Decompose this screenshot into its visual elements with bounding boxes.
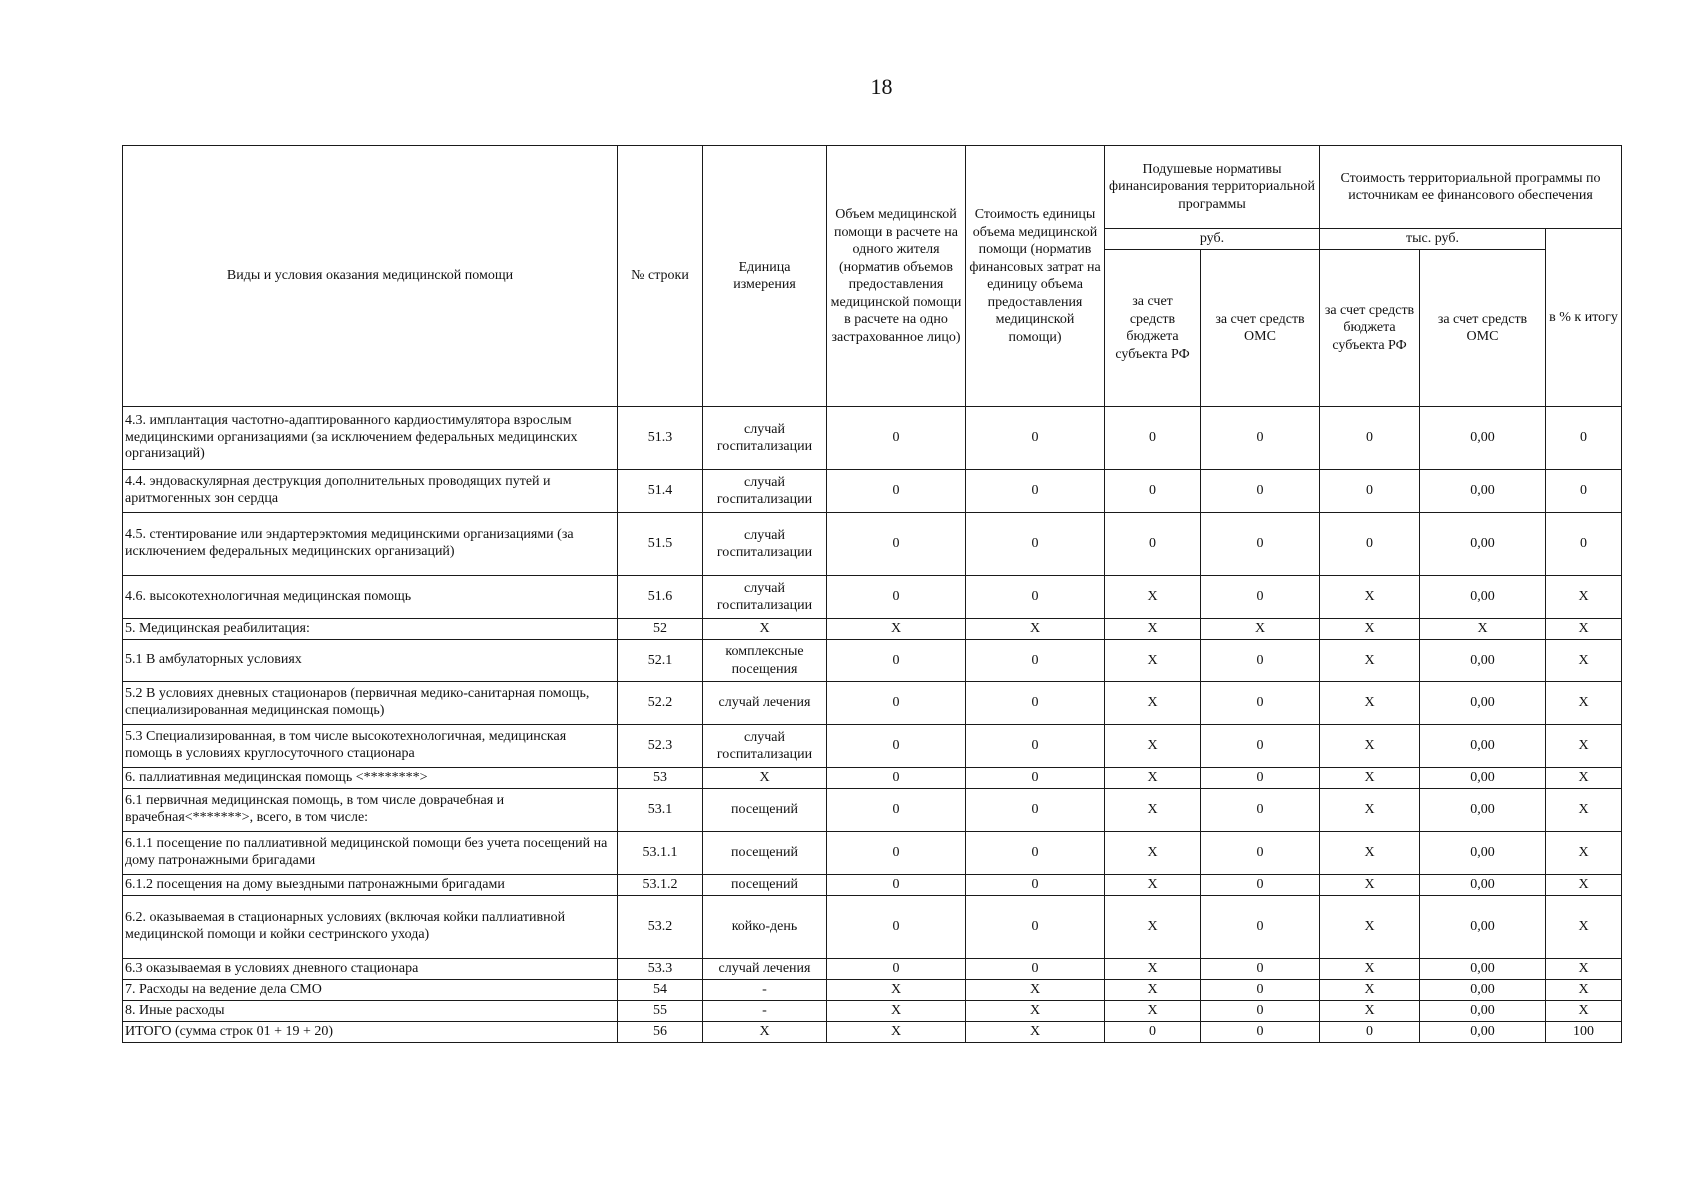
cell-pc-budget: Х xyxy=(1105,980,1201,1001)
cell-tp-oms: 0,00 xyxy=(1420,470,1546,513)
header-percent: в % к итогу xyxy=(1546,229,1622,407)
cell-pc-budget: Х xyxy=(1105,619,1201,640)
cell-tp-oms: 0,00 xyxy=(1420,959,1546,980)
cell-row-no: 53.1.2 xyxy=(618,875,703,896)
cell-row-no: 52.3 xyxy=(618,725,703,768)
cell-tp-oms: 0,00 xyxy=(1420,875,1546,896)
cell-percent: 0 xyxy=(1546,513,1622,576)
cell-percent: Х xyxy=(1546,959,1622,980)
cell-pc-oms: 0 xyxy=(1201,768,1320,789)
cell-unit: Х xyxy=(703,619,827,640)
cell-tp-budget: 0 xyxy=(1320,470,1420,513)
cell-unit: случай госпитализации xyxy=(703,513,827,576)
cell-volume: 0 xyxy=(827,513,966,576)
cell-volume: Х xyxy=(827,1022,966,1043)
cell-pc-oms: 0 xyxy=(1201,640,1320,682)
cell-row-no: 55 xyxy=(618,1001,703,1022)
cell-cost: 0 xyxy=(966,896,1105,959)
cell-tp-oms: 0,00 xyxy=(1420,768,1546,789)
cell-kind: 5. Медицинская реабилитация: xyxy=(123,619,618,640)
cell-tp-budget: Х xyxy=(1320,789,1420,832)
table-body xyxy=(123,407,1622,1043)
cell-pc-oms: 0 xyxy=(1201,1001,1320,1022)
cell-row-no: 54 xyxy=(618,980,703,1001)
cell-row-no: 52.1 xyxy=(618,640,703,682)
cell-tp-oms: 0,00 xyxy=(1420,576,1546,619)
cell-tp-oms: 0,00 xyxy=(1420,896,1546,959)
cell-kind: ИТОГО (сумма строк 01 + 19 + 20) xyxy=(123,1022,618,1043)
table-row xyxy=(123,640,1622,682)
cell-unit: посещений xyxy=(703,832,827,875)
cell-volume: 0 xyxy=(827,789,966,832)
cell-pc-budget: Х xyxy=(1105,896,1201,959)
table-row xyxy=(123,1001,1622,1022)
cell-percent: Х xyxy=(1546,619,1622,640)
cell-tp-oms: 0,00 xyxy=(1420,682,1546,725)
cell-tp-budget: Х xyxy=(1320,832,1420,875)
cell-kind: 6.1 первичная медицинская помощь, в том числе доврачебная и врачебная<*******>, всего, в том числе: xyxy=(123,789,618,832)
table-row xyxy=(123,832,1622,875)
cell-pc-oms: Х xyxy=(1201,619,1320,640)
cell-pc-budget: Х xyxy=(1105,875,1201,896)
cell-cost: 0 xyxy=(966,470,1105,513)
cell-unit: койко-день xyxy=(703,896,827,959)
cell-pc-budget: Х xyxy=(1105,832,1201,875)
cell-unit: - xyxy=(703,1001,827,1022)
cell-percent: Х xyxy=(1546,875,1622,896)
cell-cost: 0 xyxy=(966,768,1105,789)
cell-pc-budget: Х xyxy=(1105,789,1201,832)
header-tp-oms: за счет средств ОМС xyxy=(1420,250,1546,407)
cell-unit: случай лечения xyxy=(703,959,827,980)
header-unit: Единица измерения xyxy=(703,146,827,407)
cell-kind: 4.3. имплантация частотно-адаптированного кардиостимулятора взрослым медицинскими организациями (за исключением федеральных медицинских организаций) xyxy=(123,407,618,470)
cell-pc-budget: Х xyxy=(1105,768,1201,789)
cell-volume: 0 xyxy=(827,470,966,513)
cell-cost: 0 xyxy=(966,959,1105,980)
cell-unit: посещений xyxy=(703,789,827,832)
cell-percent: 100 xyxy=(1546,1022,1622,1043)
cell-volume: Х xyxy=(827,980,966,1001)
cell-volume: 0 xyxy=(827,768,966,789)
cell-percent: Х xyxy=(1546,725,1622,768)
cell-percent: 0 xyxy=(1546,407,1622,470)
cell-pc-oms: 0 xyxy=(1201,682,1320,725)
cell-tp-budget: Х xyxy=(1320,725,1420,768)
cell-tp-budget: Х xyxy=(1320,959,1420,980)
header-pc-oms: за счет средств ОМС xyxy=(1201,250,1320,407)
cell-percent: Х xyxy=(1546,682,1622,725)
cell-pc-budget: Х xyxy=(1105,640,1201,682)
cell-pc-budget: Х xyxy=(1105,959,1201,980)
cell-percent: Х xyxy=(1546,1001,1622,1022)
table-row xyxy=(123,576,1622,619)
cell-pc-oms: 0 xyxy=(1201,789,1320,832)
cell-percent: Х xyxy=(1546,896,1622,959)
cell-volume: Х xyxy=(827,1001,966,1022)
cell-pc-budget: 0 xyxy=(1105,407,1201,470)
cell-tp-oms: 0,00 xyxy=(1420,407,1546,470)
cell-kind: 5.3 Специализированная, в том числе высокотехнологичная, медицинская помощь в условиях круглосуточного стационара xyxy=(123,725,618,768)
cell-volume: 0 xyxy=(827,407,966,470)
table-row xyxy=(123,980,1622,1001)
cell-pc-oms: 0 xyxy=(1201,513,1320,576)
cell-volume: 0 xyxy=(827,576,966,619)
cell-volume: Х xyxy=(827,619,966,640)
cell-volume: 0 xyxy=(827,875,966,896)
cell-volume: 0 xyxy=(827,959,966,980)
cell-pc-budget: Х xyxy=(1105,1001,1201,1022)
header-cost: Стоимость единицы объема медицинской помощи (норматив финансовых затрат на единицу объема предоставления медицинской помощи) xyxy=(966,146,1105,407)
cell-kind: 4.5. стентирование или эндартерэктомия медицинскими организациями (за исключением федеральных медицинских организаций) xyxy=(123,513,618,576)
cell-cost: 0 xyxy=(966,640,1105,682)
cell-unit: комплексные посещения xyxy=(703,640,827,682)
cell-tp-oms: 0,00 xyxy=(1420,513,1546,576)
header-program-cost: Стоимость территориальной программы по источникам ее финансового обеспечения xyxy=(1320,146,1622,229)
cell-cost: Х xyxy=(966,1022,1105,1043)
cell-pc-budget: Х xyxy=(1105,725,1201,768)
cell-cost: 0 xyxy=(966,682,1105,725)
header-volume: Объем медицинской помощи в расчете на одного жителя (норматив объемов предоставления медицинской помощи в расчете на одно застрахованное лицо) xyxy=(827,146,966,407)
cell-tp-budget: Х xyxy=(1320,619,1420,640)
cell-volume: 0 xyxy=(827,682,966,725)
cell-kind: 6.1.2 посещения на дому выездными патронажными бригадами xyxy=(123,875,618,896)
cell-pc-oms: 0 xyxy=(1201,980,1320,1001)
table-row xyxy=(123,682,1622,725)
cell-row-no: 52.2 xyxy=(618,682,703,725)
cell-tp-oms: 0,00 xyxy=(1420,980,1546,1001)
cell-pc-oms: 0 xyxy=(1201,959,1320,980)
cell-kind: 4.4. эндоваскулярная деструкция дополнительных проводящих путей и аритмогенных зон сердца xyxy=(123,470,618,513)
header-per-capita: Подушевые нормативы финансирования территориальной программы xyxy=(1105,146,1320,229)
cell-percent: Х xyxy=(1546,768,1622,789)
cell-kind: 6.1.1 посещение по паллиативной медицинской помощи без учета посещений на дому патронажными бригадами xyxy=(123,832,618,875)
cell-kind: 6. паллиативная медицинская помощь <********> xyxy=(123,768,618,789)
table-row xyxy=(123,1022,1622,1043)
cell-volume: 0 xyxy=(827,640,966,682)
cell-tp-budget: Х xyxy=(1320,768,1420,789)
cell-unit: случай госпитализации xyxy=(703,407,827,470)
cell-row-no: 53.1 xyxy=(618,789,703,832)
cell-cost: Х xyxy=(966,619,1105,640)
cell-percent: Х xyxy=(1546,640,1622,682)
cell-row-no: 52 xyxy=(618,619,703,640)
cell-unit: случай госпитализации xyxy=(703,470,827,513)
cell-row-no: 51.4 xyxy=(618,470,703,513)
cell-kind: 4.6. высокотехнологичная медицинская помощь xyxy=(123,576,618,619)
cell-kind: 5.1 В амбулаторных условиях xyxy=(123,640,618,682)
cell-cost: 0 xyxy=(966,875,1105,896)
cell-tp-oms: Х xyxy=(1420,619,1546,640)
cell-tp-budget: 0 xyxy=(1320,513,1420,576)
cell-cost: 0 xyxy=(966,513,1105,576)
cell-volume: 0 xyxy=(827,896,966,959)
cell-kind: 5.2 В условиях дневных стационаров (первичная медико-санитарная помощь, специализированная медицинская помощь) xyxy=(123,682,618,725)
table-row xyxy=(123,896,1622,959)
cell-volume: 0 xyxy=(827,725,966,768)
cell-kind: 7. Расходы на ведение дела СМО xyxy=(123,980,618,1001)
cell-tp-oms: 0,00 xyxy=(1420,725,1546,768)
cell-tp-budget: Х xyxy=(1320,1001,1420,1022)
cell-kind: 6.3 оказываемая в условиях дневного стационара xyxy=(123,959,618,980)
cell-pc-budget: 0 xyxy=(1105,1022,1201,1043)
cell-tp-budget: Х xyxy=(1320,682,1420,725)
cell-pc-oms: 0 xyxy=(1201,896,1320,959)
table-header xyxy=(123,146,1622,407)
cell-pc-oms: 0 xyxy=(1201,725,1320,768)
cell-pc-oms: 0 xyxy=(1201,875,1320,896)
cell-pc-budget: 0 xyxy=(1105,513,1201,576)
cell-row-no: 51.6 xyxy=(618,576,703,619)
cell-percent: Х xyxy=(1546,576,1622,619)
header-pc-budget: за счет средств бюджета субъекта РФ xyxy=(1105,250,1201,407)
cell-row-no: 53 xyxy=(618,768,703,789)
cell-tp-budget: Х xyxy=(1320,576,1420,619)
cell-row-no: 53.1.1 xyxy=(618,832,703,875)
header-row-no: № строки xyxy=(618,146,703,407)
cell-row-no: 53.3 xyxy=(618,959,703,980)
cell-volume: 0 xyxy=(827,832,966,875)
cell-pc-oms: 0 xyxy=(1201,832,1320,875)
cell-pc-budget: Х xyxy=(1105,682,1201,725)
cell-tp-oms: 0,00 xyxy=(1420,832,1546,875)
page-number: 18 xyxy=(870,74,893,99)
cell-unit: Х xyxy=(703,768,827,789)
cell-kind: 6.2. оказываемая в стационарных условиях (включая койки паллиативной медицинской помощи и койки сестринского ухода) xyxy=(123,896,618,959)
cell-tp-budget: 0 xyxy=(1320,1022,1420,1043)
table-row xyxy=(123,407,1622,470)
cell-tp-budget: Х xyxy=(1320,875,1420,896)
cell-row-no: 51.3 xyxy=(618,407,703,470)
cell-unit: случай госпитализации xyxy=(703,725,827,768)
cell-row-no: 56 xyxy=(618,1022,703,1043)
cell-percent: Х xyxy=(1546,980,1622,1001)
cell-row-no: 51.5 xyxy=(618,513,703,576)
table-row xyxy=(123,725,1622,768)
table-row xyxy=(123,875,1622,896)
cell-unit: посещений xyxy=(703,875,827,896)
financing-table xyxy=(122,145,1622,1043)
header-tp-budget: за счет средств бюджета субъекта РФ xyxy=(1320,250,1420,407)
cell-cost: 0 xyxy=(966,407,1105,470)
cell-unit: случай лечения xyxy=(703,682,827,725)
cell-cost: 0 xyxy=(966,576,1105,619)
cell-pc-oms: 0 xyxy=(1201,576,1320,619)
cell-tp-budget: Х xyxy=(1320,640,1420,682)
header-thous-rub: тыс. руб. xyxy=(1320,229,1546,250)
cell-pc-oms: 0 xyxy=(1201,470,1320,513)
cell-tp-budget: 0 xyxy=(1320,407,1420,470)
header-kind: Виды и условия оказания медицинской помощи xyxy=(123,146,618,407)
cell-cost: Х xyxy=(966,980,1105,1001)
cell-pc-budget: Х xyxy=(1105,576,1201,619)
cell-cost: 0 xyxy=(966,789,1105,832)
cell-tp-budget: Х xyxy=(1320,980,1420,1001)
table-row xyxy=(123,470,1622,513)
cell-unit: Х xyxy=(703,1022,827,1043)
cell-tp-oms: 0,00 xyxy=(1420,1022,1546,1043)
cell-tp-oms: 0,00 xyxy=(1420,1001,1546,1022)
table-row xyxy=(123,959,1622,980)
cell-cost: Х xyxy=(966,1001,1105,1022)
cell-tp-oms: 0,00 xyxy=(1420,640,1546,682)
cell-kind: 8. Иные расходы xyxy=(123,1001,618,1022)
table-row xyxy=(123,513,1622,576)
cell-cost: 0 xyxy=(966,832,1105,875)
header-rub: руб. xyxy=(1105,229,1320,250)
cell-unit: случай госпитализации xyxy=(703,576,827,619)
cell-tp-budget: Х xyxy=(1320,896,1420,959)
cell-percent: 0 xyxy=(1546,470,1622,513)
cell-pc-budget: 0 xyxy=(1105,470,1201,513)
cell-tp-oms: 0,00 xyxy=(1420,789,1546,832)
cell-unit: - xyxy=(703,980,827,1001)
cell-percent: Х xyxy=(1546,789,1622,832)
cell-percent: Х xyxy=(1546,832,1622,875)
table-row xyxy=(123,619,1622,640)
cell-cost: 0 xyxy=(966,725,1105,768)
cell-pc-oms: 0 xyxy=(1201,407,1320,470)
cell-pc-oms: 0 xyxy=(1201,1022,1320,1043)
table-row xyxy=(123,768,1622,789)
table-row xyxy=(123,789,1622,832)
cell-row-no: 53.2 xyxy=(618,896,703,959)
